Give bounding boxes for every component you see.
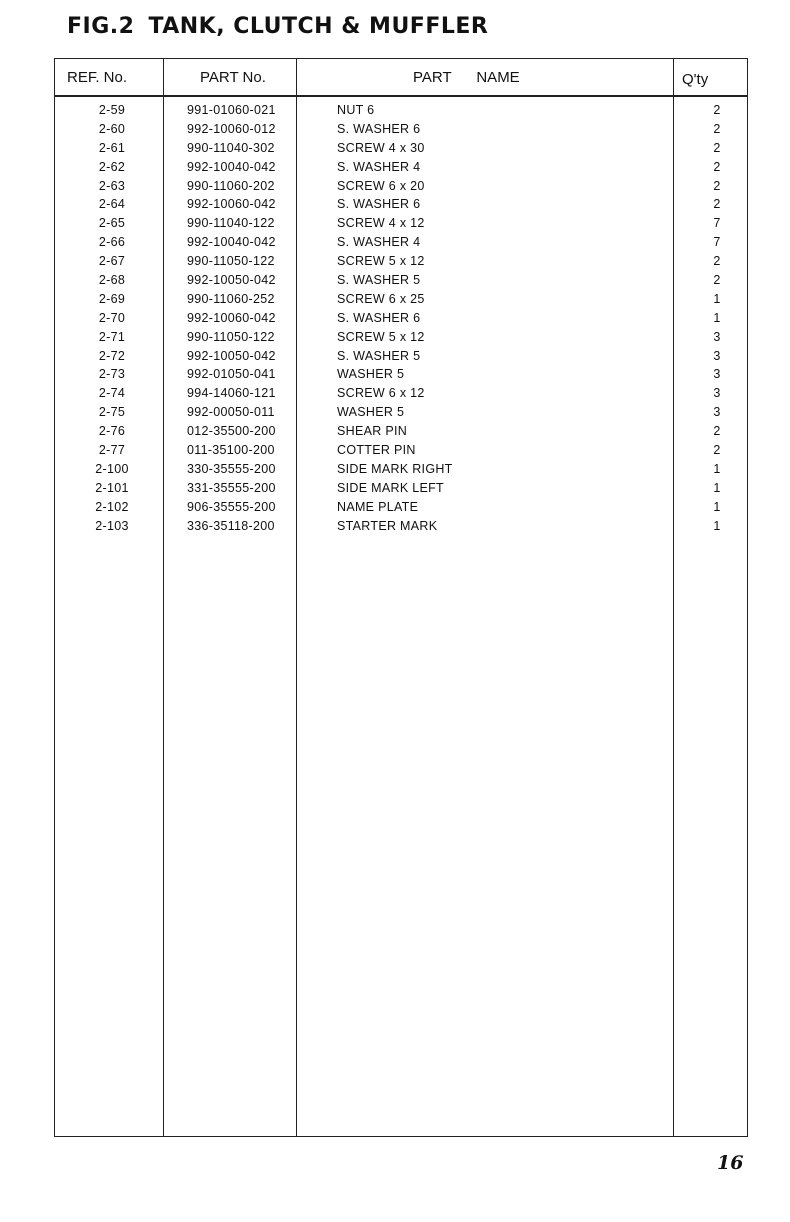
ref-no-cell: 2-70 [98,310,126,325]
part-name-cell: S. WASHER 4 [337,159,421,174]
part-name-cell: SIDE MARK LEFT [337,480,444,495]
qty-cell: 3 [713,348,721,363]
qty-cell: 2 [713,443,721,458]
table-row [55,441,747,460]
table-row [55,271,747,290]
part-name-cell: NUT 6 [337,103,375,117]
qty-cell: 1 [713,310,721,325]
figure-title: TANK, CLUTCH & MUFFLER [148,14,489,39]
part-name-cell: SCREW 5 x 12 [337,254,425,269]
qty-cell: 2 [713,273,721,288]
table-row [55,177,747,196]
part-no-cell: 994-14060-121 [187,386,276,401]
part-no-cell: 330-35555-200 [187,461,276,476]
ref-no-cell: 2-60 [98,121,126,136]
part-name-cell: NAME PLATE [337,499,419,514]
table-row [55,422,747,441]
table-row [55,233,747,252]
part-no-cell: 992-10050-042 [187,273,276,288]
part-name-cell: SCREW 6 x 25 [337,291,425,306]
qty-cell: 2 [713,178,721,193]
header-qty: Q'ty [682,71,709,88]
part-name-cell: COTTER PIN [337,443,416,458]
ref-no-cell: 2-62 [98,159,126,174]
figure-number: FIG.2 [67,14,135,39]
table-row [55,195,747,214]
ref-no-cell: 2-63 [98,178,126,193]
qty-cell: 1 [713,499,721,514]
ref-no-cell: 2-72 [98,348,126,363]
part-name-cell: S. WASHER 6 [337,310,421,325]
ref-no-cell: 2-102 [95,499,129,514]
part-no-cell: 992-00050-011 [187,405,275,420]
part-no-cell: 906-35555-200 [187,499,276,514]
table-row [55,384,747,403]
part-no-cell: 990-11040-122 [187,216,275,231]
table-row [55,365,747,384]
part-no-cell: 990-11060-252 [187,291,275,306]
part-no-cell: 336-35118-200 [187,518,275,533]
qty-cell: 7 [713,216,721,231]
qty-cell: 3 [713,405,721,420]
table-row [55,460,747,479]
part-name-cell: S. WASHER 5 [337,273,421,288]
part-no-cell: 990-11050-122 [187,329,275,344]
table-row [55,517,747,536]
qty-cell: 3 [713,329,721,344]
part-name-cell: SIDE MARK RIGHT [337,461,453,476]
table-row [55,309,747,328]
table-row [55,214,747,233]
ref-no-cell: 2-103 [95,518,129,533]
table-row [55,328,747,347]
table-row [55,479,747,498]
qty-cell: 2 [713,424,721,439]
part-no-cell: 990-11060-202 [187,178,275,193]
table-row [55,101,747,120]
part-no-cell: 331-35555-200 [187,480,276,495]
qty-cell: 3 [713,386,721,401]
part-no-cell: 992-10060-042 [187,310,276,325]
page-number: 16 [717,1152,744,1174]
part-no-cell: 012-35500-200 [187,424,276,439]
part-no-cell: 990-11050-122 [187,254,275,269]
table-row [55,252,747,271]
ref-no-cell: 2-101 [95,480,129,495]
part-no-cell: 992-10060-042 [187,197,276,212]
part-no-cell: 990-11040-302 [187,140,275,155]
part-no-cell: 992-01050-041 [187,367,276,382]
part-name-cell: WASHER 5 [337,405,405,420]
qty-cell: 2 [713,159,721,174]
qty-cell: 2 [713,254,721,269]
ref-no-cell: 2-75 [98,405,126,420]
table-row [55,403,747,422]
table-row [55,498,747,517]
qty-cell: 2 [713,140,721,155]
ref-no-cell: 2-77 [98,443,126,458]
part-name-cell: SCREW 6 x 20 [337,178,425,193]
ref-no-cell: 2-68 [98,273,126,288]
ref-no-cell: 2-100 [95,461,129,476]
qty-cell: 2 [713,197,721,212]
header-part-name: PART NAME [413,69,520,86]
ref-no-cell: 2-65 [98,216,126,231]
part-no-cell: 992-10050-042 [187,348,276,363]
table-row [55,347,747,366]
part-name-cell: SCREW 4 x 30 [337,140,425,155]
table-row [55,139,747,158]
part-no-cell: 992-10060-012 [187,121,276,136]
ref-no-cell: 2-64 [98,197,126,212]
part-name-cell: S. WASHER 5 [337,348,421,363]
page-title [67,14,488,39]
qty-cell: 3 [713,367,721,382]
ref-no-cell: 2-74 [98,386,126,401]
part-no-cell: 992-10040-042 [187,235,276,250]
part-name-cell: SHEAR PIN [337,424,408,439]
qty-cell: 1 [713,291,721,306]
part-name-cell: S. WASHER 6 [337,121,421,136]
qty-cell: 1 [713,461,721,476]
ref-no-cell: 2-59 [98,103,126,117]
header-divider [55,95,747,97]
qty-cell: 1 [713,518,721,533]
part-name-cell: SCREW 4 x 12 [337,216,425,231]
header-ref-no: REF. No. [67,69,128,86]
ref-no-cell: 2-76 [98,424,126,439]
ref-no-cell: 2-73 [98,367,126,382]
part-name-cell: S. WASHER 6 [337,197,421,212]
ref-no-cell: 2-71 [98,329,126,344]
ref-no-cell: 2-61 [98,140,126,155]
part-no-cell: 992-10040-042 [187,159,276,174]
qty-cell: 7 [713,235,721,250]
part-name-cell: STARTER MARK [337,518,438,533]
qty-cell: 2 [713,121,721,136]
part-name-cell: WASHER 5 [337,367,405,382]
part-no-cell: 991-01060-021 [187,103,276,117]
ref-no-cell: 2-66 [98,235,126,250]
ref-no-cell: 2-69 [98,291,126,306]
part-name-cell: S. WASHER 4 [337,235,421,250]
parts-table [54,58,748,1137]
table-row [55,158,747,177]
part-no-cell: 011-35100-200 [187,443,275,458]
table-row [55,120,747,139]
header-part-no: PART No. [200,69,266,86]
qty-cell: 1 [713,480,721,495]
ref-no-cell: 2-67 [98,254,126,269]
qty-cell: 2 [713,103,721,117]
part-name-cell: SCREW 5 x 12 [337,329,425,344]
table-body [55,101,747,535]
part-name-cell: SCREW 6 x 12 [337,386,425,401]
table-row [55,290,747,309]
